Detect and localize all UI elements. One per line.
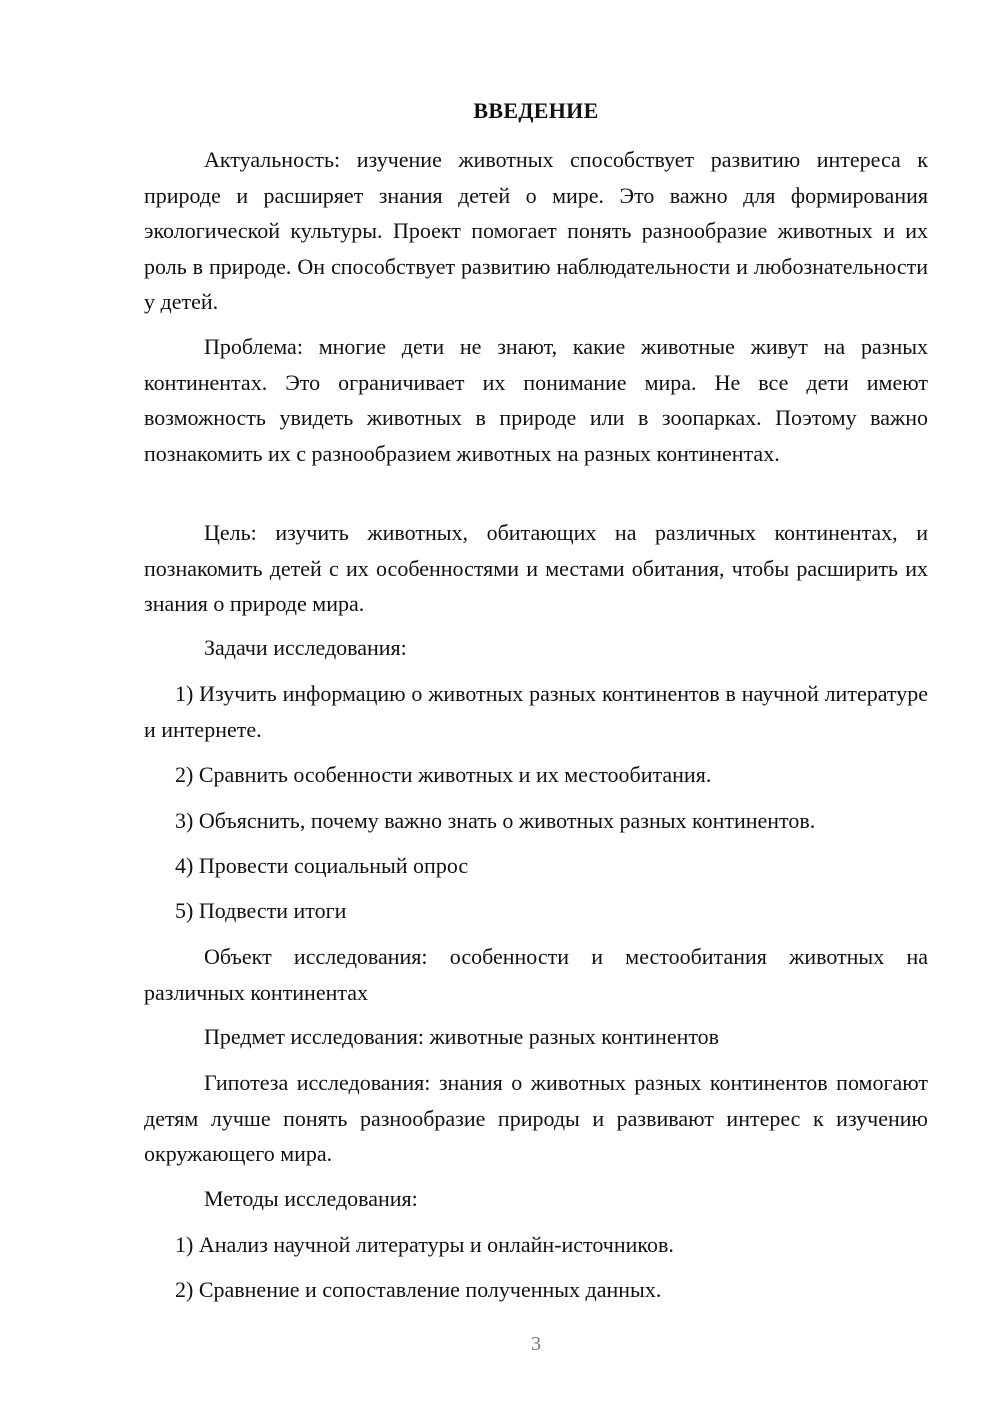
goal-paragraph: Цель: изучить животных, обитающих на различных континентах, и познакомить детей с их особенностями и местами обитания, чтобы расширить их знания о природе мира. (144, 520, 928, 617)
page-title: ВВЕДЕНИЕ (473, 98, 599, 123)
task-item-2: 2) Сравнить особенности животных и их местообитания. (175, 762, 712, 787)
task-item-3: 3) Объяснить, почему важно знать о животных разных континентов. (175, 808, 816, 833)
relevance-paragraph: Актуальность: изучение животных способствует развитию интереса к природе и расширяет знания детей о мире. Это важно для формирования экологической культуры. Проект помогает понять разнообразие животных и их роль в природе. Он способствует развитию наблюдательности и любознательности у детей. (144, 147, 928, 315)
hypothesis-paragraph: Гипотеза исследования: знания о животных разных континентов помогают детям лучше понять разнообразие природы и развивают интерес к изучению окружающего мира. (144, 1070, 928, 1167)
methods-heading: Методы исследования: (204, 1186, 418, 1211)
problem-paragraph: Проблема: многие дети не знают, какие животные живут на разных континентах. Это ограничивает их понимание мира. Не все дети имеют возможность увидеть животных в природе или в зоопарках. Поэтому важно познакомить их с разнообразием животных на разных континентах. (144, 334, 928, 466)
method-item-1: 1) Анализ научной литературы и онлайн-источников. (175, 1232, 674, 1257)
object-paragraph: Объект исследования: особенности и местообитания животных на различных континентах (144, 944, 928, 1005)
task-item-5: 5) Подвести итоги (175, 898, 347, 923)
task-item-4: 4) Провести социальный опрос (175, 853, 469, 878)
task-item-1: 1) Изучить информацию о животных разных континентов в научной литературе и интернете. (144, 681, 928, 742)
page-number: 3 (531, 1333, 541, 1355)
method-item-2: 2) Сравнение и сопоставление полученных данных. (175, 1277, 662, 1302)
document-page (144, 0, 928, 1414)
tasks-heading: Задачи исследования: (204, 635, 407, 660)
subject-paragraph: Предмет исследования: животные разных континентов (204, 1024, 720, 1049)
